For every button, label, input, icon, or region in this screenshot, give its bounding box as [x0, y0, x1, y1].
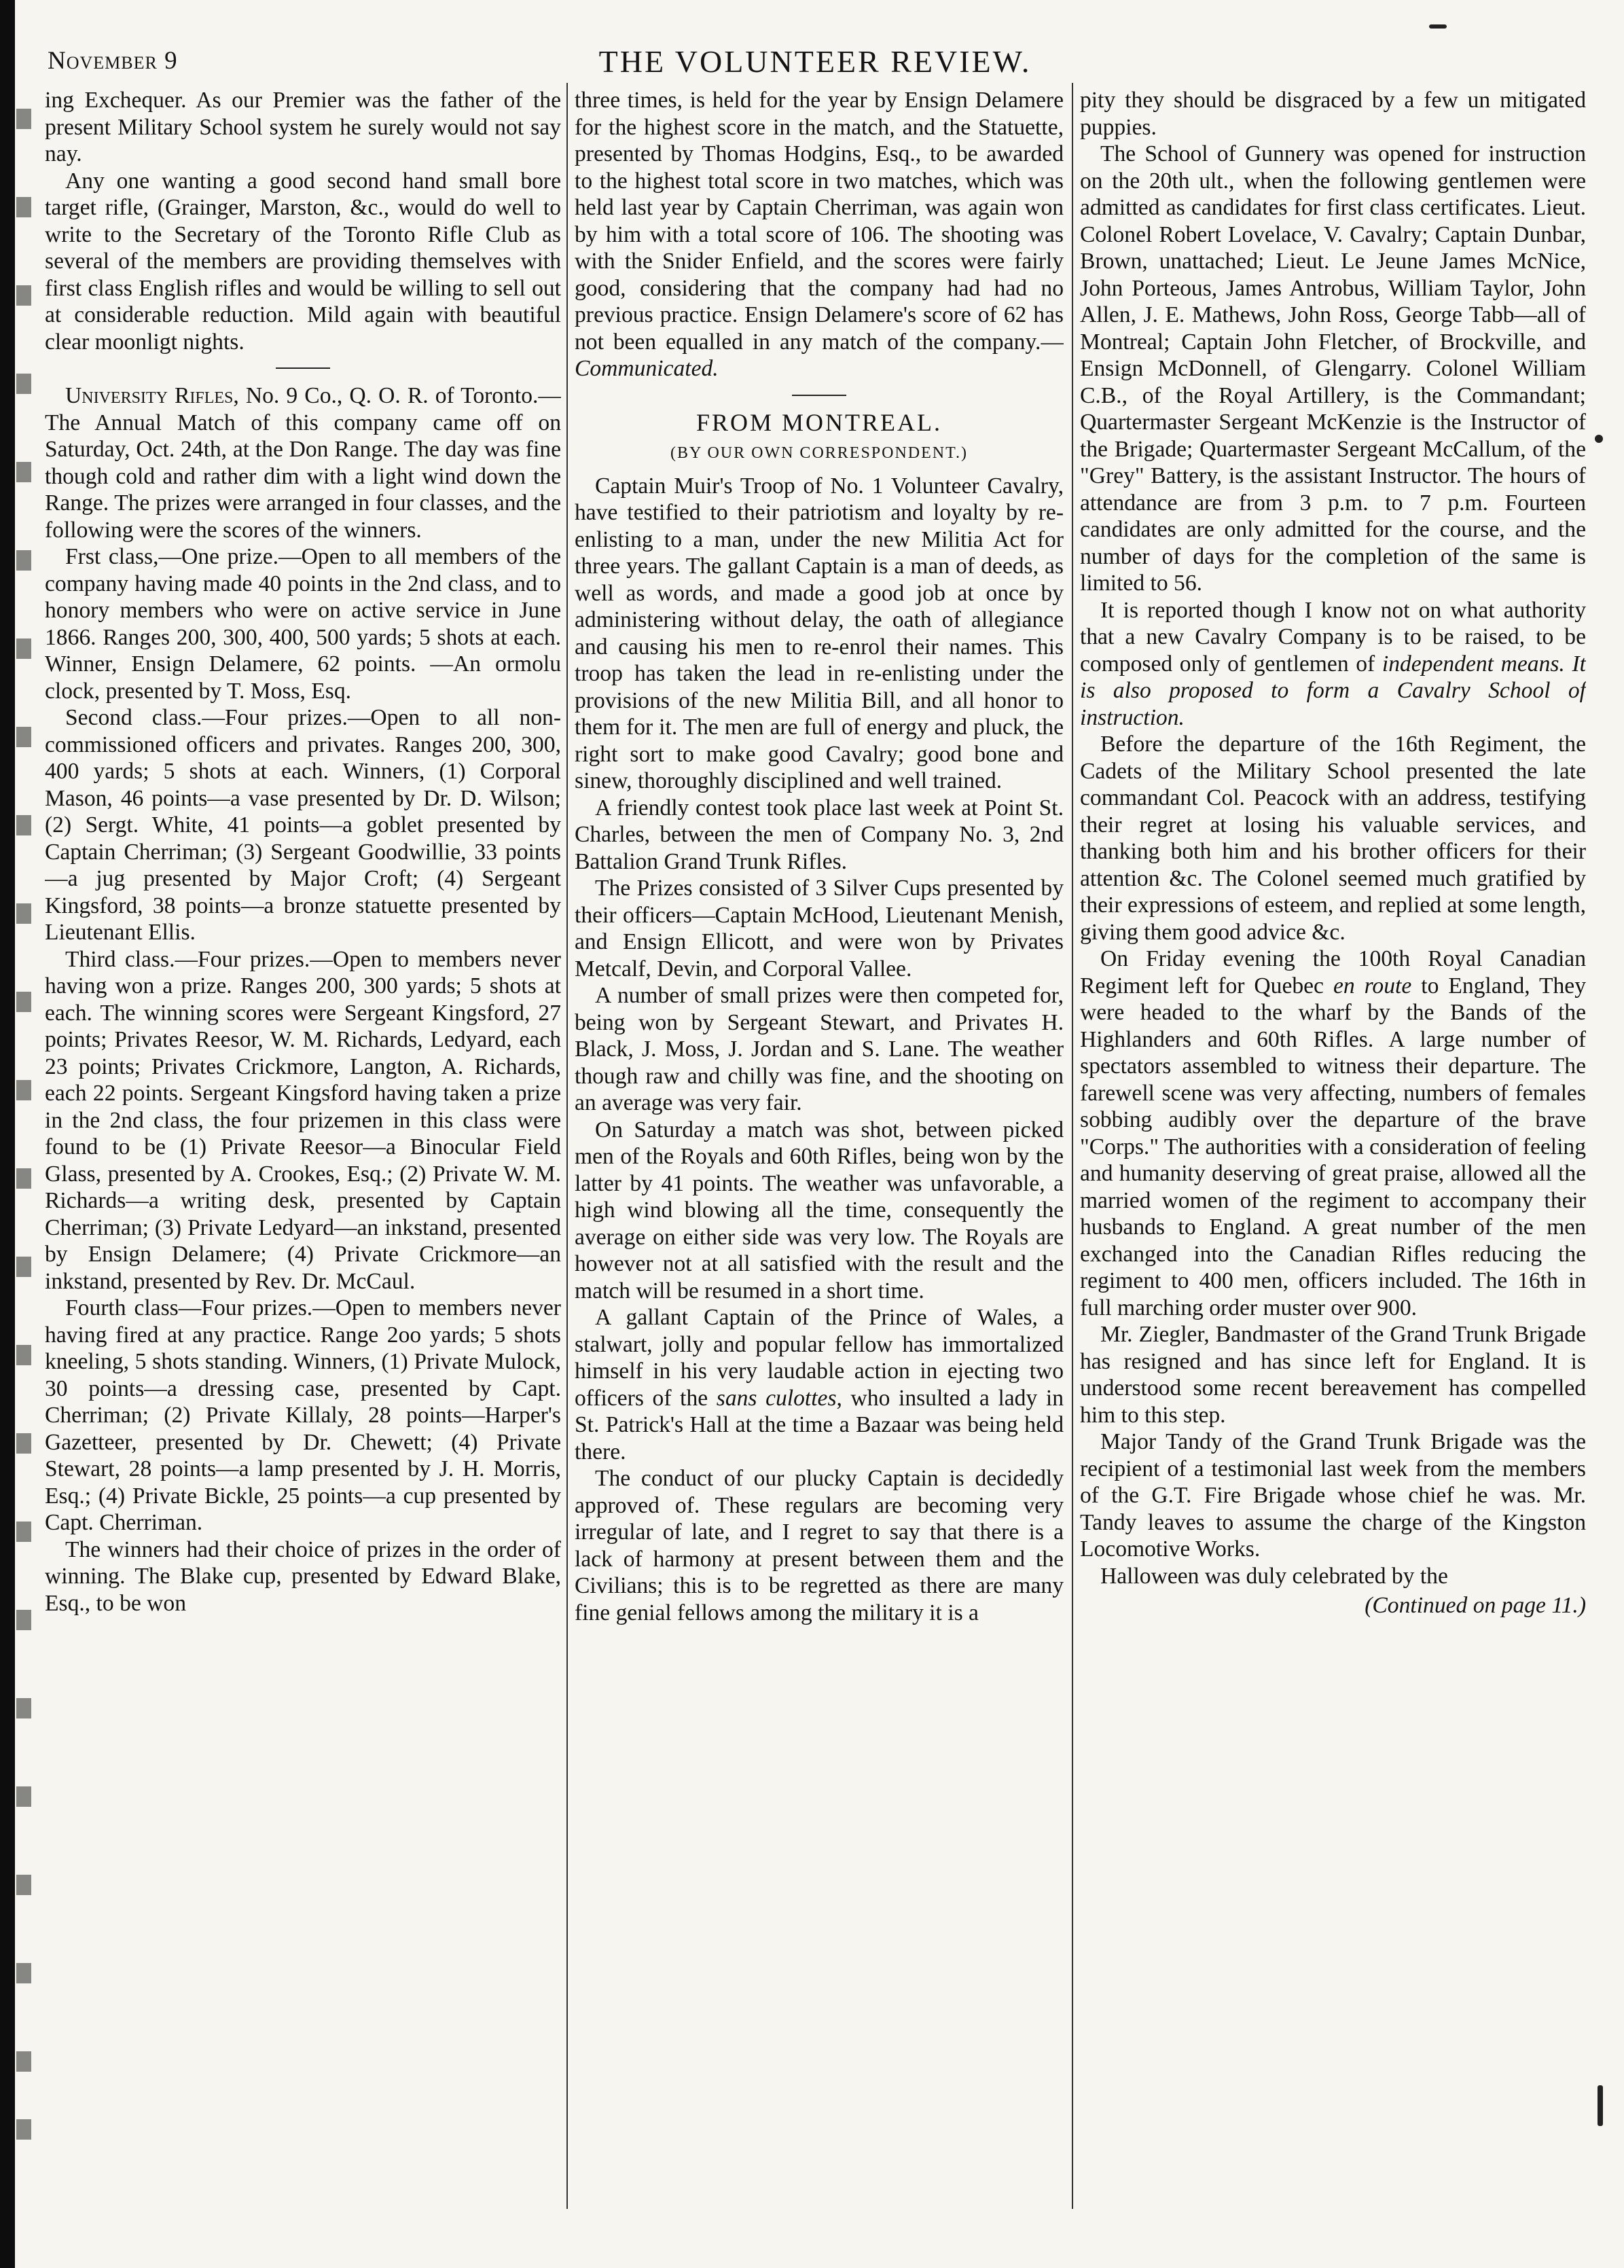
issue-date: November 9: [48, 47, 178, 75]
paragraph: The winners had their choice of prizes in the order of winning. The Blake cup, presented by Edward Blake, Esq., to be won: [45, 1536, 561, 1616]
section-divider: [792, 395, 846, 396]
paragraph-text: On Friday evening the 100th Royal Canadian Regiment left for Quebec: [1080, 946, 1586, 998]
column-rule-right: [1072, 83, 1073, 2209]
paragraph: [1080, 946, 1586, 1321]
paragraph: The Prizes consisted of 3 Silver Cups presented by their officers—Captain McHood, Lieutenant Menish, and Ensign Ellicott, and were won by Privates Metcalf, Devin, and Corporal Vallee.: [575, 876, 1064, 982]
signature: Communicated.: [575, 356, 719, 381]
page-header: [48, 39, 1583, 80]
paragraph: [1080, 597, 1586, 732]
paragraph: ing Exchequer. As our Premier was the father of the present Military School system he surely would not say nay.: [45, 88, 561, 166]
paragraph-text: A gallant Captain of the Prince of Wales, a stalwart, jolly and popular fellow has immortalized himself in his very laudable action in ejecting two officers of the: [575, 1305, 1064, 1411]
paragraph: [575, 87, 1064, 382]
italic-phrase: It is also proposed to form a Cavalry School of instruction.: [1080, 651, 1586, 730]
paragraph-text: to England, They were headed to the wharf by the Bands of the Highlanders and 60th Rifles. A large number of spectators assembled to witness their departure. The farewell scene was very affecting, numbers of females sobbing audibly over the departure of the brave "Corps." The authorities with a consideration of feeling and humanity deserving of great praise, allowed all the married women of the regiment to accompany their husbands to England. A great number of the men exchanged into the Canadian Rifles reducing the regiment to 400 men, officers included. The 16th in full marching order muster over 900.: [1080, 973, 1586, 1320]
paragraph-text: It is reported though I know not on what authority that a new Cavalry Company is to be raised, to be composed only of gentlemen of: [1080, 597, 1586, 677]
newspaper-title: THE VOLUNTEER REVIEW.: [598, 44, 1032, 79]
paragraph: [575, 1304, 1064, 1465]
ink-mark: [1598, 2085, 1603, 2126]
italic-phrase: independent means.: [1382, 651, 1565, 677]
italic-phrase: en route: [1333, 973, 1412, 998]
paragraph-text: three times, is held for the year by Ensign Delamere for the highest score in the match, and the Statuette, presented by Thomas Hodgins, Esq., to be awarded to the highest total score in two matches, which was held last year by Captain Cherriman, was again won by him with a total score of 106. The shooting was with the Snider Enfield, and the scores were fairly good, considering that the company had had no previous practice. Ensign Delamere's score of 62 has not been equalled in any match of the company.—: [575, 88, 1064, 355]
paragraph: On Saturday a match was shot, between picked men of the Royals and 60th Rifles, being won by the latter by 41 points. The weather was unfavorable, a high wind blowing all the time, consequently the average on either side was very low. The Royals are however not at all satisfied with the result and the match will be resumed in a short time.: [575, 1117, 1064, 1303]
paragraph: Captain Muir's Troop of No. 1 Volunteer Cavalry, have testified to their patriotism and loyalty by re-enlisting to a man, under the new Militia Act for three years. The gallant Captain is a man of deeds, as well as words, and made a good job at once by administering without delay, the oath of allegiance and causing his men to re-enrol their names. This troop has taken the lead in re-enlisting under the provisions of the new Militia Bill, and all honor to them for it. The men are full of energy and pluck, the right sort to make good Cavalry; good bone and sinew, thoroughly disciplined and well trained.: [575, 473, 1064, 793]
continued-notice: (Continued on page 11.): [1365, 1593, 1586, 1618]
paragraph: pity they should be disgraced by a few un mitigated puppies.: [1080, 88, 1586, 140]
paragraph: The conduct of our plucky Captain is decidedly approved of. These regulars are becoming very irregular of late, and I regret to say that there is a lack of harmony at present between them and the Civilians; this is to be regretted as there are many fine genial fellows among the military it is a: [575, 1466, 1064, 1625]
column-1: [45, 87, 561, 2227]
ink-speck: [1595, 435, 1603, 443]
italic-phrase: sans culottes: [716, 1385, 837, 1411]
paragraph-university-rifles: [45, 382, 561, 543]
paragraph: Halloween was duly celebrated by the: [1100, 1563, 1448, 1589]
paragraph-fourth-class: Fourth class—Four prizes.—Open to members never having fired at any practice. Range 2oo yards; 5 shots kneeling, 5 shots standing. Winners, (1) Private Mulock, 30 points—a dressing case, presented by Capt. Cherriman; (2) Private Killaly, 28 points—Harper's Gazetteer, presented by Dr. Chewett; (4) Private Stewart, 28 points—a lamp presented by J. H. Morris, Esq.; (4) Private Bickle, 25 points—a cup presented by Capt. Cherriman.: [45, 1295, 561, 1535]
paragraph: Before the departure of the 16th Regiment, the Cadets of the Military School presented the late commandant Col. Peacock with an address, testifying their regret at losing his valuable services, and thanking both him and his brother officers for their attention &c. The Colonel seemed much gratified by their expressions of esteem, and replied at some length, giving them good advice &c.: [1080, 732, 1586, 945]
column-rule-left: [566, 83, 568, 2209]
paragraph-second-class: Second class.—Four prizes.—Open to all non-commissioned officers and privates. Ranges 200, 300, 400 yards; 5 shots at each. Winners, (1) Corporal Mason, 46 points—a vase presented by Dr. D. Wilson; (2) Sergt. White, 41 points—a goblet presented by Captain Cherriman; (3) Sergeant Goodwillie, 33 points—a jug presented by Major Croft; (4) Sergeant Kingsford, 38 points—a bronze statuette presented by Lieutenant Ellis.: [45, 705, 561, 945]
paragraph: The School of Gunnery was opened for instruction on the 20th ult., when the following gentlemen were admitted as candidates for first class certificates. Lieut. Colonel Robert Lovelace, V. Cavalry; Captain Dunbar, Brown, unattached; Lieut. Le Jeune James McNice, John Porteous, James Antrobus, William Taylor, John Allen, J. E. Mathews, John Ross, George Tabb—all of Montreal; Captain John Fletcher, of Brockville, and Ensign McDonnell, of Glengarry. Colonel William C.B., of the Royal Artillery, is the Commandant; Quartermaster Sergeant McKenzie is the Instructor of the Brigade; Quartermaster Sergeant McCallum, of the "Grey" Battery, is the assistant Instructor. The hours of attendance are from 3 p.m. to 7 p.m. Fourteen candidates are only admitted for the course, and the number of days for the completion of the same is limited to 56.: [1080, 141, 1586, 596]
ink-mark: [1429, 24, 1447, 29]
column-3: [1080, 87, 1586, 2227]
paragraph-text: No. 9 Co., Q. O. R. of Toronto.—The Annual Match of this company came off on Saturday, Oct. 24th, at the Don Range. The day was fine though cold and rather dim with a light wind down the Range. The prizes were arranged in four classes, and the following were the scores of the winners.: [45, 383, 561, 543]
section-divider: [276, 367, 330, 369]
paragraph: Mr. Ziegler, Bandmaster of the Grand Trunk Brigade has resigned and has since left for England. It is understood some recent bereavement has compelled him to this step.: [1080, 1322, 1586, 1428]
paragraph: Any one wanting a good second hand small bore target rifle, (Grainger, Marston, &c., would do well to write to the Secretary of the Toronto Rifle Club as several of the members are providing themselves with first class English rifles and would be willing to sell out at considerable reduction. Mild again with beautiful clear moonligt nights.: [45, 168, 561, 355]
section-heading: FROM MONTREAL.: [696, 408, 943, 436]
column-2: [575, 87, 1064, 2227]
gutter-margin-marks: [12, 82, 39, 2153]
paragraph-first-class: Frst class,—One prize.—Open to all members of the company having made 40 points in the 2nd class, and to honory members who were on active service in June 1866. Ranges 200, 300, 400, 500 yards; 5 shots at each. Winner, Ensign Delamere, 62 points. —An ormolu clock, presented by T. Moss, Esq.: [45, 544, 561, 704]
lead-in: University Rifles,: [65, 383, 239, 408]
paragraph-third-class: Third class.—Four prizes.—Open to members never having won a prize. Ranges 200, 300 yards; 5 shots at each. The winning scores were Sergeant Kingsford, 27 points; Privates Reesor, W. M. Richards, Ledyard, each 23 points; Privates Crickmore, Langton, A. Richards, each 22 points. Sergeant Kingsford having taken a prize in the 2nd class, the four prizemen in this class were found to be (1) Private Reesor—a Binocular Field Glass, presented by A. Crookes, Esq.; (2) Private W. M. Richards—a writing desk, presented by Captain Cherriman; (3) Private Ledyard—an inkstand, presented by Ensign Delamere; (4) Private Crickmore—an inkstand, presented by Rev. Dr. McCaul.: [45, 946, 561, 1294]
paragraph-text: , who insulted a lady in St. Patrick's Hall at the time a Bazaar was being held there.: [575, 1385, 1064, 1464]
paragraph: A number of small prizes were then competed for, being won by Sergeant Stewart, and Privates H. Black, J. Moss, J. Jordan and S. Lane. The weather though raw and chilly was fine, and the shooting on an average was very fair.: [575, 983, 1064, 1115]
paragraph: Major Tandy of the Grand Trunk Brigade was the recipient of a testimonial last week from the members of the G.T. Fire Brigade whose chief he was. Mr. Tandy leaves to assume the charge of the Kingston Locomotive Works.: [1080, 1429, 1586, 1562]
paragraph: A friendly contest took place last week at Point St. Charles, between the men of Company No. 3, 2nd Battalion Grand Trunk Rifles.: [575, 795, 1064, 874]
section-subheading: (BY OUR OWN CORRESPONDENT.): [670, 444, 968, 462]
